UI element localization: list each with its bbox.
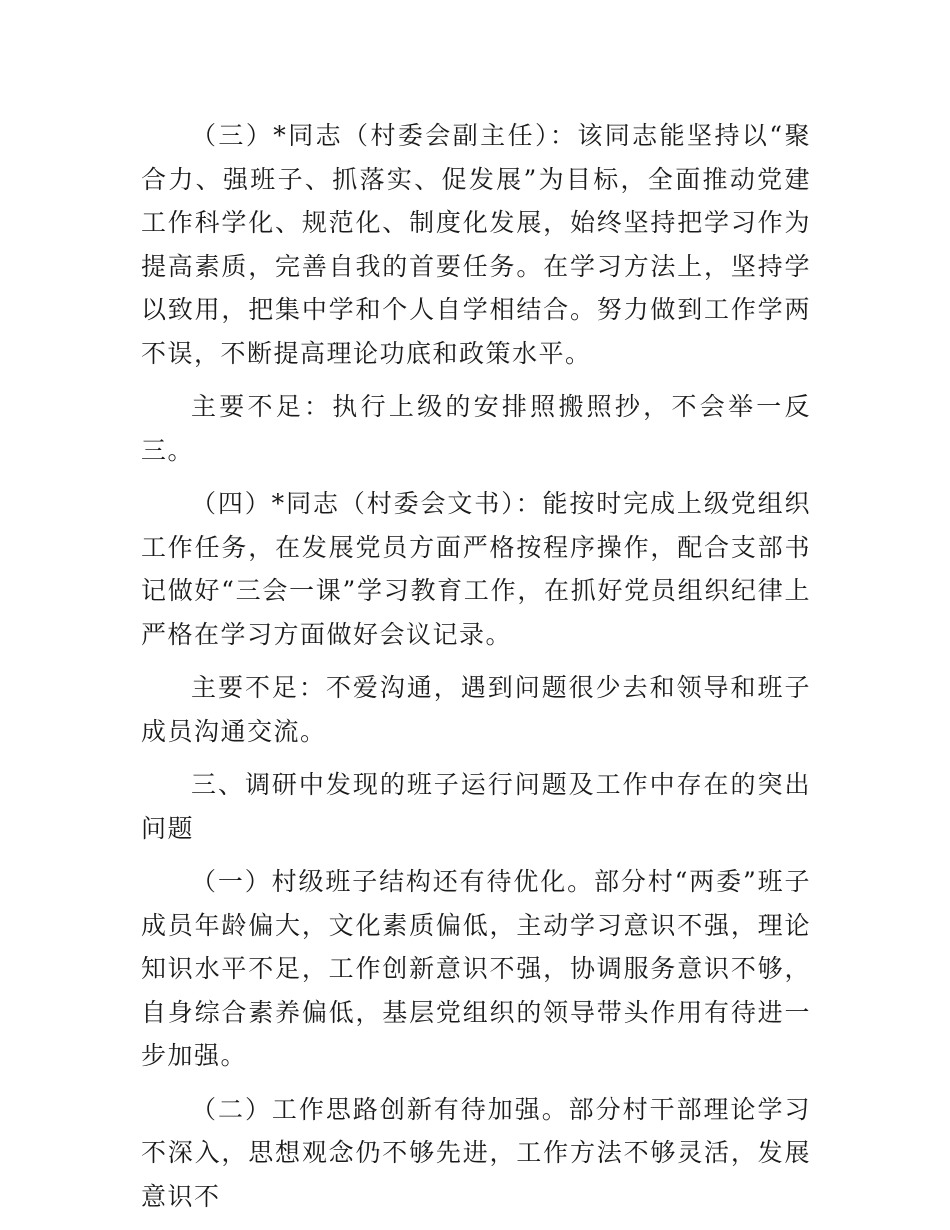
paragraph-issue-two: （二）工作思路创新有待加强。部分村干部理论学习不深入，思想观念仍不够先进，工作方法不够灵活，发展意识不 xyxy=(141,1094,811,1211)
paragraph-shortcoming-four: 主要不足：不爱沟通，遇到问题很少去和领导和班子成员沟通交流。 xyxy=(141,673,811,746)
paragraph-issue-one: （一）村级班子结构还有待优化。部分村“两委”班子成员年龄偏大，文化素质偏低，主动学习意识不强，理论知识水平不足，工作创新意识不强，协调服务意识不够，自身综合素养偏低，基层党组织的领导带头作用有待进一步加强。 xyxy=(141,867,811,1070)
section-heading-three: 三、调研中发现的班子运行问题及工作中存在的突出问题 xyxy=(141,770,811,843)
paragraph-comrade-four: （四）*同志（村委会文书）：能按时完成上级党组织工作任务，在发展党员方面严格按程序操作，配合支部书记做好“三会一课”学习教育工作，在抓好党员组织纪律上严格在学习方面做好会议记录。 xyxy=(141,489,811,649)
document-body xyxy=(141,114,811,1218)
paragraph-comrade-three: （三）*同志（村委会副主任）：该同志能坚持以“聚合力、强班子、抓落实、促发展”为目标，全面推动党建工作科学化、规范化、制度化发展，始终坚持把学习作为提高素质，完善自我的首要任务。在学习方法上，坚持学以致用，把集中学和个人自学相结合。努力做到工作学两不误，不断提高理论功底和政策水平。 xyxy=(141,121,811,368)
paragraph-shortcoming-three: 主要不足：执行上级的安排照搬照抄，不会举一反三。 xyxy=(141,392,811,465)
